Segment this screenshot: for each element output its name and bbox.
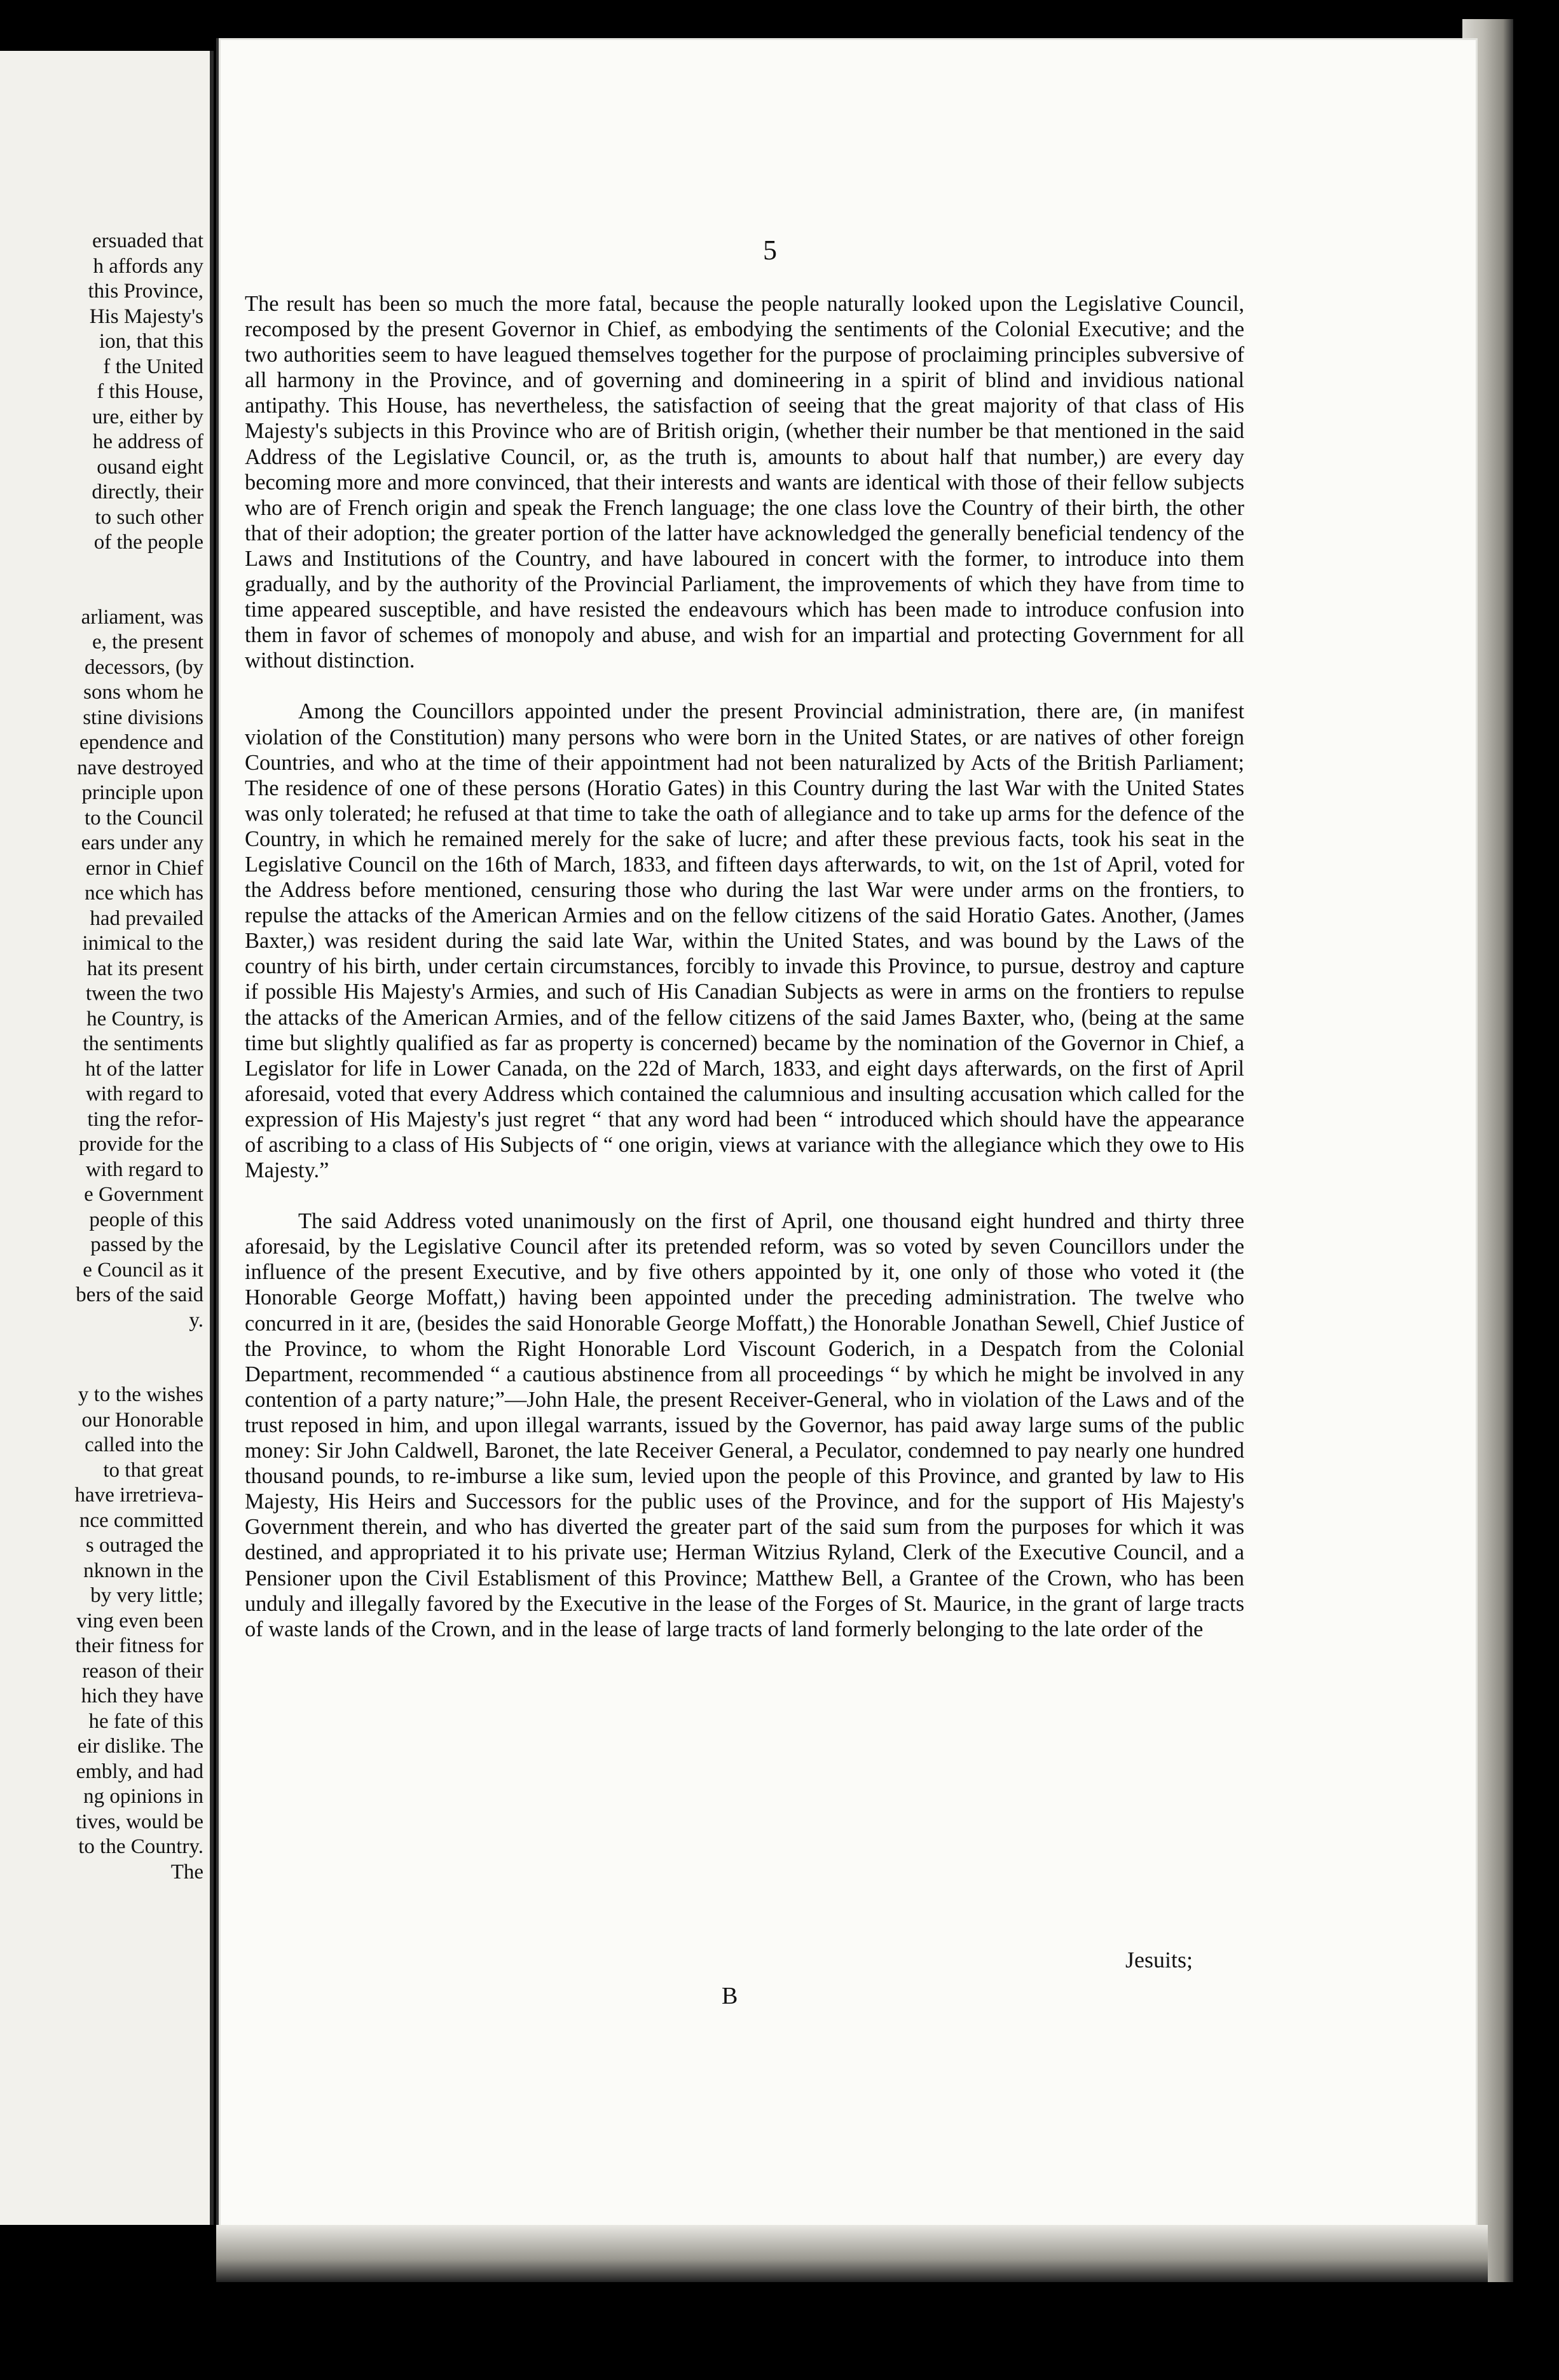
left-page-line: hich they have — [81, 1685, 203, 1707]
left-page-line: s outraged the — [85, 1534, 203, 1557]
left-facing-page — [0, 51, 214, 2225]
left-page-line: by very little; — [90, 1584, 203, 1607]
left-page-line: called into the — [85, 1433, 203, 1456]
left-page-line: to the Council — [85, 806, 203, 830]
left-page-line: have irretrieva- — [74, 1484, 203, 1507]
left-page-line: principle upon — [81, 781, 203, 804]
left-page-line: His Majesty's — [89, 304, 203, 328]
left-page-line: stine divisions — [83, 706, 203, 729]
left-page-line: e Council as it — [83, 1258, 203, 1282]
left-page-line: he address of — [92, 430, 203, 453]
left-page-line: reason of their — [82, 1659, 203, 1683]
left-page-line: nave destroyed — [77, 756, 203, 779]
signature-mark: B — [722, 1983, 738, 2009]
left-page-line: The — [170, 1860, 203, 1884]
paragraph-2: Among the Councillors appointed under the present Provincial administration, there are, (in manifest violation of the Constitution) many persons who were born in the United States, or are natives of other foreign Countries, and who at the time of their appointment had not been naturalized by Acts of the British Parliament; The residence of one of these persons (Horatio Gates) in this Country during the last War with the United States was only tolerated; he refused at that time to take the oath of allegiance and to take up arms for the defence of the Country, in which he remained merely for the sake of lucre; and after these previous facts, took his seat in the Legislative Council on the 16th of March, 1833, and fifteen days afterwards, to wit, on the 1st of April, voted for the Address before mentioned, censuring those who during the last War were under arms on the frontiers, to repulse the attacks of the American Armies and on the fellow citizens of the said Horatio Gates. Another, (James Baxter,) was resident during the said late War, within the United States, and was bound by the Laws of the country of his birth, under certain circumstances, forcibly to invade this Province, to pursue, destroy and capture if possible His Majesty's Armies, and such of His Canadian Subjects as were in arms on the frontiers to repulse the attacks of the American Armies, and of the fellow citizens of the said James Baxter, who, (being at the same time but slightly qualified as far as property is concerned) became by the nomination of the Governor in Chief, a Legislator for life in Lower Canada, on the 22d of March, 1833, and eight days afterwards, on the first of April aforesaid, voted that every Address which contained the calumnious and insulting accusation which called for the expression of His Majesty's just regret “ that any word had been “ introduced which should have the appearance of ascribing to a class of His Subjects of “ one origin, views at variance with the allegiance which they owe to His Majesty.” — [245, 699, 1244, 1183]
left-page-line: their fitness for — [75, 1634, 203, 1657]
left-page-line: inimical to the — [82, 932, 203, 955]
paragraph-1: The result has been so much the more fatal, because the people naturally looked upon the Legislative Council, recomposed by the present Governor in Chief, as embodying the sentiments of the Colonial Executive; and the two authorities seem to have leagued themselves together for the purpose of proclaiming principles subversive of all harmony in the Province, and of governing and domineering in a spirit of blind and invidious national antipathy. This House, has nevertheless, the satisfaction of seeing that the great majority of that class of His Majesty's subjects in this Province who are of British origin, (whether their number be that mentioned in the said Address of the Legislative Council, or, as the truth is, amounts to about half that number,) are every day becoming more and more convinced, that their interests and wants are identical with those of their fellow subjects who are of French origin and speak the French language; the one class love the Country of their birth, the other that of their adoption; the greater portion of the latter have acknowledged the generally beneficial tendency of the Laws and Institutions of the Country, and have laboured in concert with the former, to introduce into them gradually, and by the authority of the Provincial Parliament, the improvements of which they have from time to time appeared susceptible, and have resisted the endeavours which has been made to introduce confusion into them in favor of schemes of monopoly and abuse, and wish for an impartial and protecting Government for all without distinction. — [245, 292, 1244, 673]
left-page-line: the sentiments — [83, 1032, 203, 1055]
left-page-line: people of this — [89, 1208, 203, 1231]
left-page-line: e Government — [84, 1183, 203, 1206]
left-page-line: this Province, — [88, 280, 203, 303]
left-page-line: arliament, was — [81, 605, 203, 629]
page-number: 5 — [763, 235, 778, 266]
left-page-line: our Honorable — [81, 1408, 203, 1432]
left-page-line: h affords any — [93, 254, 203, 278]
left-page-line: with regard to — [85, 1083, 203, 1105]
catchword: Jesuits; — [1125, 1947, 1193, 1973]
left-page-line: ersuaded that — [92, 229, 203, 252]
left-page-line: nce which has — [85, 882, 203, 905]
left-page-line: sons whom he — [83, 681, 203, 704]
left-page-spacer — [0, 1333, 203, 1383]
left-page-line: y. — [189, 1308, 203, 1332]
left-page-line: nknown in the — [83, 1559, 203, 1582]
left-page-line: provide for the — [78, 1133, 203, 1156]
left-page-line: f the United — [103, 355, 203, 378]
left-page-line: ure, either by — [92, 405, 203, 428]
left-page-line: ting the refor- — [87, 1107, 203, 1131]
left-page-line: y to the wishes — [78, 1383, 203, 1406]
left-page-line: directly, their — [92, 481, 203, 503]
left-page-line: to such other — [95, 505, 203, 529]
paragraph-3: The said Address voted unanimously on the first of April, one thousand eight hundred and thirty three aforesaid, by the Legislative Council after its pretended reform, was so voted by seven Councillors under the influence of the present Executive, and by five others appointed by it, one only of those who voted it (the Honorable George Moffatt,) having been appointed under the preceding administration. The twelve who concurred in it are, (besides the said Honorable George Moffatt,) the Honorable Jonathan Sewell, Chief Justice of the Province, to whom the Right Honorable Lord Viscount Goderich, in a Despatch from the Colonial Department, recommended “ a cautious abstinence from all proceedings “ by which he might be involved in any contention of a party nature;”—John Hale, the present Receiver-General, who in violation of the Laws and of the trust reposed in him, and upon illegal warrants, issued by the Governor, has paid away large sums of the public money: Sir John Caldwell, Baronet, the late Receiver General, a Peculator, condemned to pay nearly one hundred thousand pounds, to re-imburse a like sum, levied upon the people of this Province, and granted by law to His Majesty, His Heirs and Successors for the public uses of the Province, and for the support of His Majesty's Government therein, and who has diverted the greater part of the said sum from the purposes for which it was destined, and appropriated it to his private use; Herman Witzius Ryland, Clerk of the Executive Council, and a Pensioner upon the Civil Establisment of this Province; Matthew Bell, a Grantee of the Crown, who has been unduly and illegally favored by the Executive in the lease of the Forges of St. Maurice, in the grant of large tracts of waste lands of the Crown, and in the lease of large tracts of land formerly belonging to the late order of the — [245, 1209, 1244, 1641]
left-page-line: ears under any — [81, 831, 203, 854]
left-page-line: hat its present — [86, 957, 203, 980]
left-page-line: ht of the latter — [85, 1057, 203, 1081]
page-edge-bottom — [216, 2225, 1488, 2282]
left-page-line: decessors, (by — [85, 655, 203, 679]
left-page-line: had prevailed — [90, 906, 203, 930]
left-page-line: f this House, — [97, 380, 203, 403]
body-text — [245, 291, 1244, 1642]
left-page-line: ving even been — [76, 1609, 203, 1632]
left-page-line: ion, that this — [99, 330, 203, 353]
left-page-line: e, the present — [92, 631, 203, 653]
left-page-line: to that great — [103, 1458, 203, 1482]
left-page-line: he fate of this — [88, 1709, 203, 1733]
left-page-line: tween the two — [85, 982, 203, 1005]
left-page-text-column — [0, 229, 203, 1885]
left-page-line: to the Country. — [78, 1835, 203, 1858]
left-page-line: tives, would be — [76, 1810, 203, 1833]
left-page-line: passed by the — [90, 1233, 203, 1256]
left-page-line: ernor in Chief — [85, 856, 203, 880]
left-page-line: bers of the said — [76, 1283, 203, 1306]
left-page-line: of the people — [93, 531, 203, 554]
left-page-line: he Country, is — [86, 1007, 203, 1030]
left-page-line: ng opinions in — [83, 1785, 203, 1808]
left-page-line: ousand eight — [97, 455, 203, 479]
left-page-line: ependence and — [79, 731, 203, 754]
left-page-line: eir dislike. The — [77, 1735, 203, 1758]
left-page-line: with regard to — [85, 1158, 203, 1181]
left-page-line: nce committed — [79, 1508, 203, 1532]
left-page-spacer — [0, 556, 203, 605]
left-page-line: embly, and had — [76, 1760, 203, 1783]
